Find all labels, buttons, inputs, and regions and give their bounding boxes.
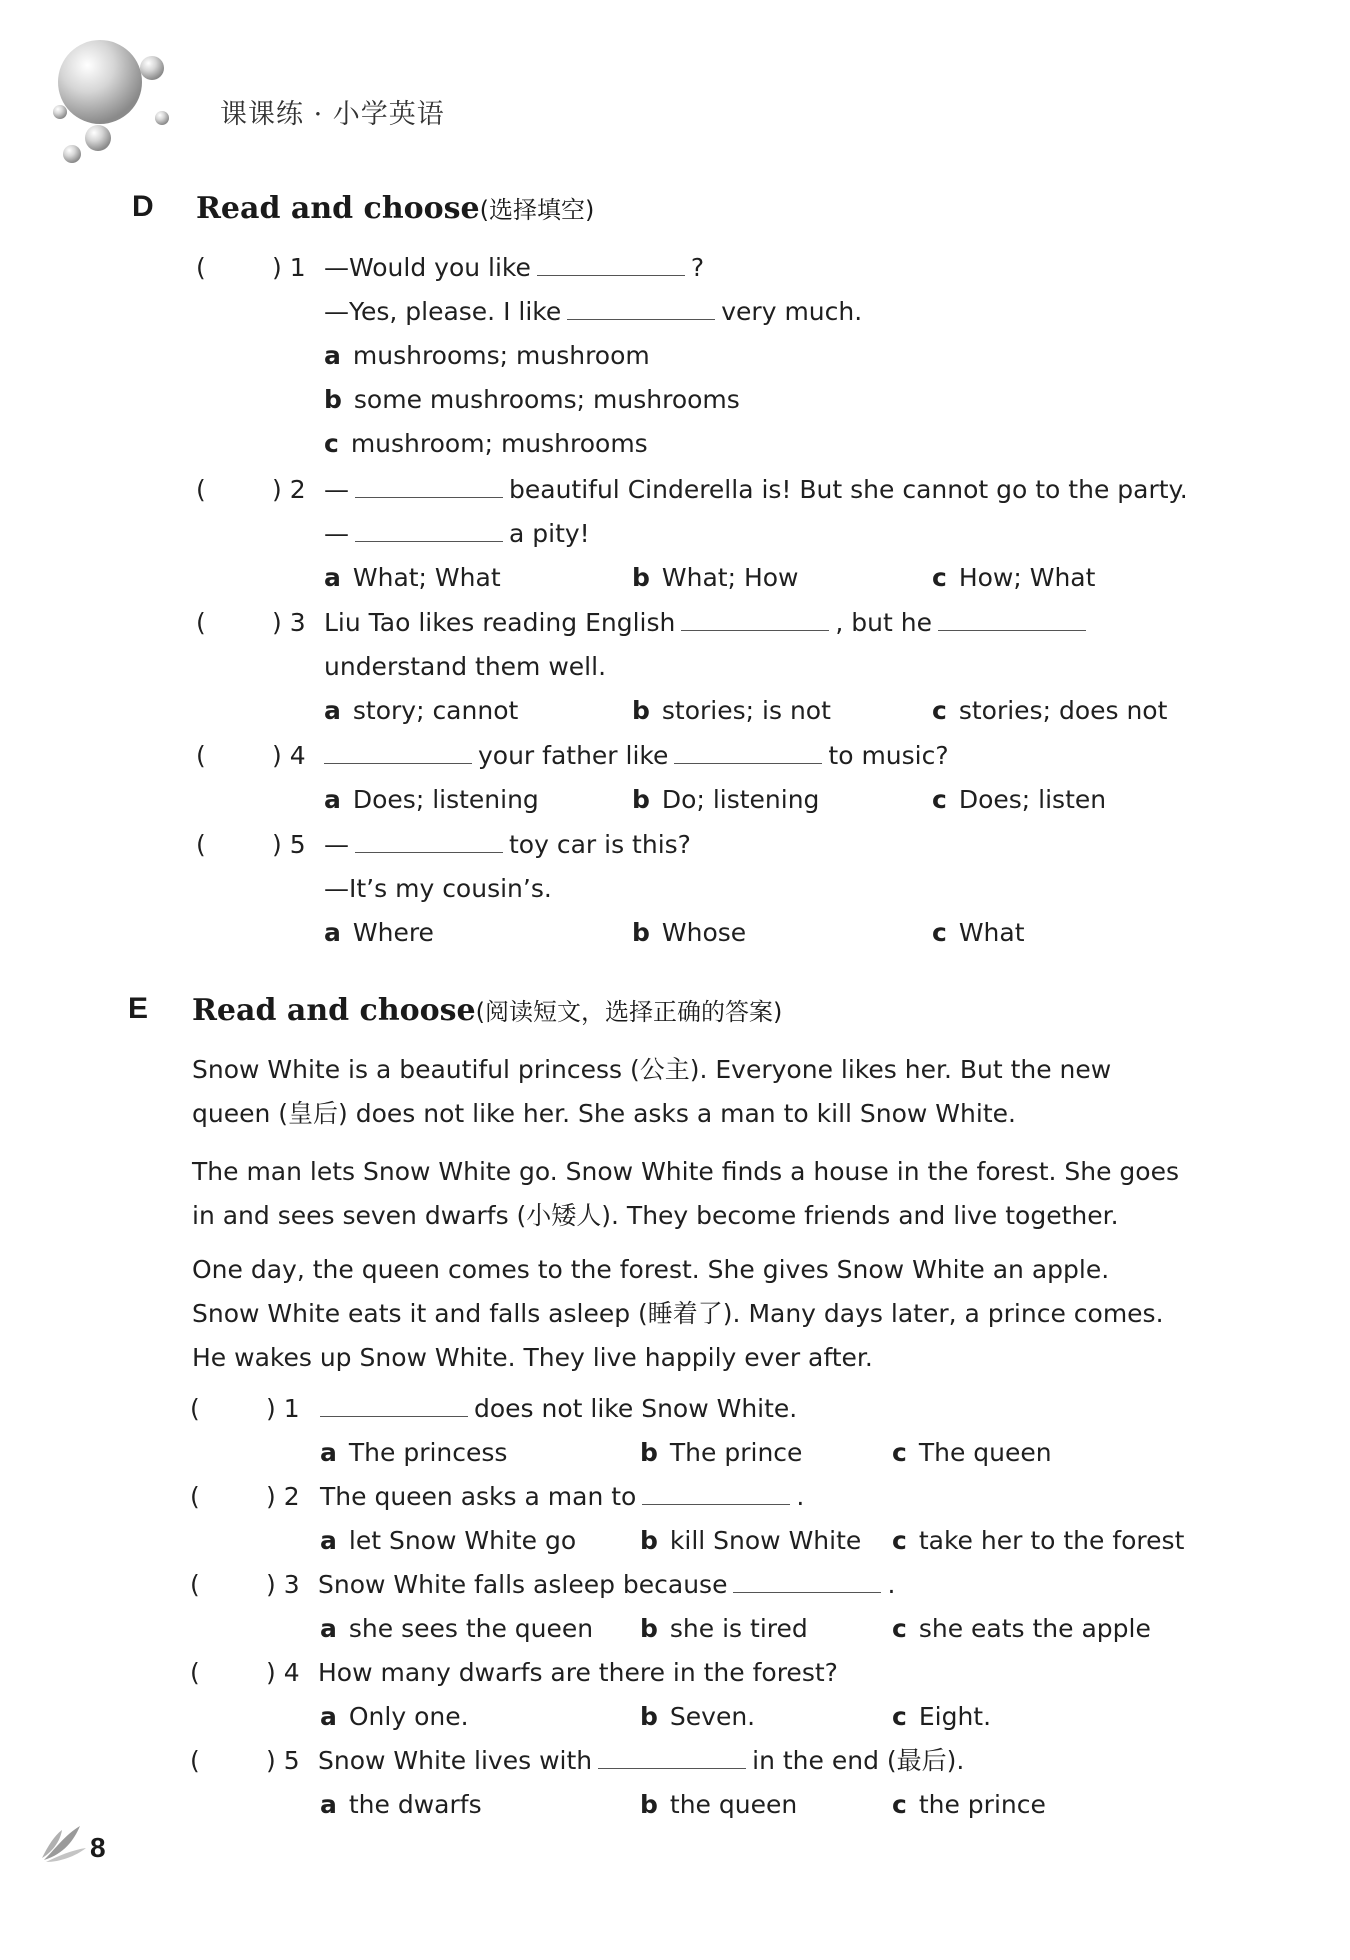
question-line — [324, 474, 1188, 506]
answer-blank[interactable] — [537, 255, 685, 276]
option-a[interactable] — [320, 1525, 576, 1557]
answer-blank[interactable] — [733, 1572, 881, 1593]
option-text: Do; listening — [661, 785, 820, 814]
option-b[interactable] — [632, 695, 831, 727]
answer-blank[interactable] — [938, 610, 1086, 631]
question-text: Liu Tao likes reading English — [324, 608, 676, 637]
option-text: the queen — [669, 1790, 798, 1819]
option-letter: a — [324, 341, 341, 370]
option-letter: a — [324, 918, 341, 947]
option-a[interactable] — [320, 1613, 593, 1645]
answer-paren-open[interactable]: ( — [196, 475, 206, 504]
question-line — [320, 1481, 804, 1513]
option-text: What; How — [661, 563, 799, 592]
option-a[interactable] — [324, 562, 501, 594]
question-text: — — [324, 519, 349, 548]
page-number: 8 — [90, 1832, 106, 1863]
page-header-title: 课课练 · 小学英语 — [220, 99, 445, 130]
question-text: — — [324, 830, 349, 859]
question-text: Snow White falls asleep because — [318, 1570, 728, 1599]
reading-paragraph-1: Snow White is a beautiful princess (公主). Everyone likes her. But the new queen (皇后) does not like her. She asks a man to kill Snow White. — [192, 1055, 1112, 1128]
option-letter: b — [640, 1438, 658, 1467]
reading-paragraph-3: One day, the queen comes to the forest. She gives Snow White an apple. Snow White eats it and falls asleep (睡着了). Many days later, a prince comes. He wakes up Snow White. They live happily ever after. — [192, 1255, 1164, 1372]
option-text: she sees the queen — [348, 1614, 594, 1643]
option-a[interactable] — [324, 695, 518, 727]
option-letter: c — [324, 429, 339, 458]
answer-blank[interactable] — [598, 1748, 746, 1769]
answer-blank[interactable] — [355, 521, 503, 542]
option-text: How; What — [958, 563, 1096, 592]
option-letter: c — [892, 1702, 907, 1731]
question-number: ) 1 — [272, 253, 306, 282]
question-text: beautiful Cinderella is! But she cannot go to the party. — [509, 475, 1188, 504]
option-text: The prince — [669, 1438, 803, 1467]
option-b[interactable] — [640, 1789, 797, 1821]
question-text: a pity! — [509, 519, 590, 548]
question-text: in the end (最后). — [752, 1746, 965, 1775]
question-line — [324, 829, 691, 861]
question-line — [324, 518, 590, 550]
answer-paren-open[interactable]: ( — [190, 1394, 200, 1423]
option-text: Seven. — [669, 1702, 756, 1731]
option-a[interactable] — [320, 1701, 469, 1733]
answer-blank[interactable] — [681, 610, 829, 631]
option-a[interactable] — [324, 340, 650, 372]
option-letter: b — [632, 563, 650, 592]
option-c[interactable] — [892, 1613, 1151, 1645]
question-text: Snow White lives with — [318, 1746, 593, 1775]
question-text: does not like Snow White. — [474, 1394, 798, 1423]
option-text: Only one. — [348, 1702, 469, 1731]
option-text: she is tired — [669, 1614, 808, 1643]
option-a[interactable] — [320, 1789, 482, 1821]
option-letter: c — [932, 563, 947, 592]
section-e-subtitle: (阅读短文，选择正确的答案) — [475, 998, 783, 1026]
answer-paren-open[interactable]: ( — [190, 1482, 200, 1511]
option-c[interactable] — [932, 784, 1106, 816]
question-line — [324, 607, 1092, 639]
question-number: ) 3 — [266, 1570, 300, 1599]
option-text: story; cannot — [352, 696, 519, 725]
answer-paren-open[interactable]: ( — [196, 608, 206, 637]
option-text: mushroom; mushrooms — [350, 429, 648, 458]
option-text: The princess — [348, 1438, 508, 1467]
option-letter: b — [632, 696, 650, 725]
question-line: How many dwarfs are there in the forest? — [318, 1658, 838, 1687]
option-letter: c — [892, 1790, 907, 1819]
question-text: to music? — [828, 741, 949, 770]
option-c[interactable] — [892, 1789, 1046, 1821]
option-text: The queen — [918, 1438, 1052, 1467]
option-letter: a — [324, 696, 341, 725]
leaf-decoration-icon — [40, 1820, 90, 1865]
option-a[interactable] — [324, 917, 434, 949]
option-c[interactable] — [892, 1525, 1184, 1557]
question-number: ) 3 — [272, 608, 306, 637]
answer-paren-open[interactable]: ( — [196, 830, 206, 859]
question-number: ) 2 — [272, 475, 306, 504]
option-text: Whose — [661, 918, 747, 947]
answer-blank[interactable] — [674, 743, 822, 764]
option-letter: c — [892, 1438, 907, 1467]
option-text: let Snow White go — [348, 1526, 577, 1555]
option-letter: a — [324, 785, 341, 814]
answer-blank[interactable] — [355, 832, 503, 853]
question-line: —It’s my cousin’s. — [324, 874, 552, 903]
answer-paren-open[interactable]: ( — [190, 1658, 200, 1687]
question-line — [324, 296, 862, 328]
question-text: The queen asks a man to — [320, 1482, 637, 1511]
option-letter: a — [324, 563, 341, 592]
question-number: ) 4 — [272, 741, 306, 770]
option-letter: c — [932, 696, 947, 725]
option-letter: c — [892, 1614, 907, 1643]
option-text: Eight. — [918, 1702, 992, 1731]
section-d-letter: D — [132, 190, 154, 223]
option-b[interactable] — [640, 1613, 808, 1645]
section-e-title — [192, 992, 782, 1028]
option-b[interactable] — [632, 917, 746, 949]
option-letter: a — [320, 1526, 337, 1555]
question-number: ) 5 — [272, 830, 306, 859]
option-text: take her to the forest — [918, 1526, 1185, 1555]
section-d-title-text: Read and choose — [196, 191, 480, 226]
question-line — [314, 1393, 797, 1425]
option-a[interactable] — [324, 784, 539, 816]
option-letter: b — [640, 1614, 658, 1643]
question-text: your father like — [478, 741, 669, 770]
option-c[interactable] — [932, 695, 1167, 727]
option-letter: b — [640, 1790, 658, 1819]
question-line — [318, 1745, 964, 1777]
option-b[interactable] — [640, 1437, 802, 1469]
question-text: —Yes, please. I like — [324, 297, 562, 326]
option-text: the prince — [918, 1790, 1046, 1819]
option-letter: b — [640, 1702, 658, 1731]
option-text: the dwarfs — [348, 1790, 482, 1819]
answer-blank[interactable] — [355, 477, 503, 498]
option-letter: c — [892, 1526, 907, 1555]
question-text: —Would you like — [324, 253, 531, 282]
section-d-subtitle: (选择填空) — [479, 196, 595, 224]
question-text: very much. — [721, 297, 863, 326]
option-letter: c — [932, 785, 947, 814]
option-text: Where — [352, 918, 434, 947]
answer-blank[interactable] — [642, 1484, 790, 1505]
section-e-letter: E — [128, 992, 149, 1025]
answer-paren-open[interactable]: ( — [196, 253, 206, 282]
question-text: — — [324, 475, 349, 504]
answer-blank[interactable] — [567, 299, 715, 320]
option-b[interactable] — [640, 1525, 861, 1557]
option-letter: b — [324, 385, 342, 414]
option-c[interactable] — [932, 562, 1095, 594]
option-text: Does; listen — [958, 785, 1107, 814]
question-line — [324, 252, 704, 284]
option-letter: b — [632, 918, 650, 947]
bubbles-decoration-icon — [40, 30, 200, 170]
option-b[interactable] — [632, 562, 799, 594]
option-c[interactable] — [324, 428, 648, 460]
question-text: . — [887, 1570, 896, 1599]
option-letter: a — [320, 1614, 337, 1643]
option-text: Does; listening — [352, 785, 539, 814]
option-letter: a — [320, 1790, 337, 1819]
question-number: ) 4 — [266, 1658, 300, 1687]
question-text: . — [796, 1482, 805, 1511]
section-d-title — [196, 190, 594, 226]
answer-paren-open[interactable]: ( — [190, 1746, 200, 1775]
reading-paragraph-2: The man lets Snow White go. Snow White finds a house in the forest. She goes in and sees seven dwarfs (小矮人). They become friends and live together. — [192, 1157, 1179, 1230]
question-text: ? — [690, 253, 705, 282]
option-text: mushrooms; mushroom — [352, 341, 650, 370]
question-line: understand them well. — [324, 652, 607, 681]
option-text: What — [958, 918, 1025, 947]
question-line — [318, 1569, 895, 1601]
option-letter: a — [320, 1702, 337, 1731]
answer-blank[interactable] — [324, 743, 472, 764]
option-text: she eats the apple — [918, 1614, 1151, 1643]
option-c[interactable] — [892, 1437, 1052, 1469]
question-number: ) 2 — [266, 1482, 300, 1511]
option-c[interactable] — [892, 1701, 991, 1733]
option-b[interactable] — [632, 784, 819, 816]
option-text: stories; does not — [958, 696, 1168, 725]
option-letter: b — [640, 1526, 658, 1555]
question-number: ) 1 — [266, 1394, 300, 1423]
option-text: kill Snow White — [669, 1526, 862, 1555]
option-letter: c — [932, 918, 947, 947]
option-b[interactable] — [640, 1701, 755, 1733]
option-letter: a — [320, 1438, 337, 1467]
question-text: , but he — [835, 608, 932, 637]
question-number: ) 5 — [266, 1746, 300, 1775]
option-letter: b — [632, 785, 650, 814]
option-b[interactable] — [324, 384, 740, 416]
question-text: toy car is this? — [509, 830, 691, 859]
answer-blank[interactable] — [320, 1396, 468, 1417]
option-a[interactable] — [320, 1437, 507, 1469]
section-e-title-text: Read and choose — [192, 993, 476, 1028]
option-c[interactable] — [932, 917, 1025, 949]
option-text: some mushrooms; mushrooms — [353, 385, 740, 414]
option-text: stories; is not — [661, 696, 831, 725]
question-line — [318, 740, 949, 772]
answer-paren-open[interactable]: ( — [196, 741, 206, 770]
option-text: What; What — [352, 563, 501, 592]
answer-paren-open[interactable]: ( — [190, 1570, 200, 1599]
